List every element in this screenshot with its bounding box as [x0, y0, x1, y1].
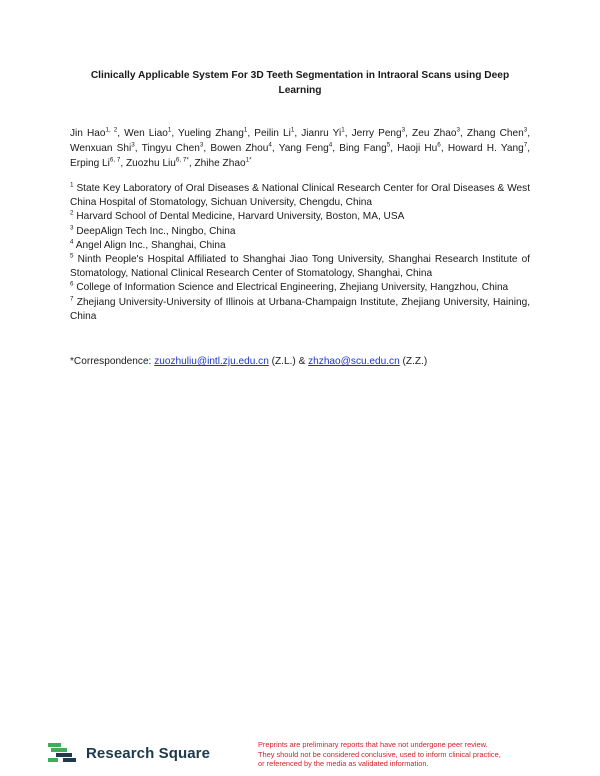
author-affiliation-mark: 3: [523, 126, 528, 134]
correspondence-label: *Correspondence:: [70, 356, 152, 367]
author-affiliation-mark: 7: [523, 141, 528, 149]
author-name: Peilin Li: [254, 128, 291, 139]
affiliation: [70, 182, 530, 210]
author-affiliation-mark: 6, 7: [109, 156, 121, 164]
author-name: Zhihe Zhao: [194, 158, 246, 169]
author-affiliation-mark: 6, 7*: [175, 156, 189, 164]
author-affiliation-mark: 3: [456, 126, 461, 134]
author-name: Haoji Hu: [397, 143, 438, 154]
correspondence: [70, 355, 540, 369]
author: [397, 143, 441, 154]
affiliation-text: State Key Laboratory of Oral Diseases & National Clinical Research Center for Oral Diseases & West China Hospital of Stomatology, Sichuan University, Chengdu, China: [70, 183, 531, 209]
affiliation-mark: 7: [70, 295, 74, 303]
author-affiliation-mark: 1, 2: [105, 126, 118, 134]
author-name: Jin Hao: [70, 128, 106, 139]
affiliation-text: Harvard School of Dental Medicine, Harvard University, Boston, MA, USA: [76, 211, 405, 223]
author: [301, 128, 344, 139]
disclaimer-line: Preprints are preliminary reports that have not undergone peer review.: [258, 740, 488, 749]
author-name: Zeu Zhao: [412, 128, 457, 139]
author: [339, 143, 390, 154]
affiliation-text: DeepAlign Tech Inc., Ningbo, China: [76, 225, 236, 237]
research-square-logo-icon: [48, 742, 78, 764]
author: [412, 128, 460, 139]
author-affiliation-mark: 4: [328, 141, 333, 149]
author-name: Jianru Yi: [301, 128, 342, 139]
author-name: Bing Fang: [339, 143, 387, 154]
affiliation-mark: 1: [70, 181, 74, 189]
disclaimer-line: or referenced by the media as validated information.: [258, 759, 429, 769]
author-name: Wenxuan Shi: [70, 143, 132, 154]
author-name: Tingyu Chen: [141, 143, 200, 154]
author: [210, 143, 272, 154]
affiliation: [70, 225, 530, 239]
correspondence-ampersand: &: [298, 356, 306, 367]
disclaimer-line: They should not be considered conclusive, used to inform clinical practice,: [258, 749, 501, 759]
author-affiliation-mark: 3: [401, 126, 406, 134]
research-square-logo: [48, 740, 210, 766]
author: [448, 143, 527, 154]
author: [178, 128, 247, 139]
author: [142, 143, 204, 154]
author: [467, 128, 527, 139]
author-affiliation-mark: 6: [437, 141, 441, 149]
affiliation: [70, 253, 530, 281]
affiliation-text: Zhejiang University-University of Illinois at Urbana-Champaign Institute, Zhejiang University, Haining, China: [70, 296, 530, 322]
author-affiliation-mark: 1*: [245, 156, 252, 164]
affiliation-mark: 4: [70, 238, 74, 246]
affiliation: [70, 239, 530, 253]
affiliation: [70, 210, 530, 224]
correspondence-initials-liu: (Z.L.): [271, 356, 296, 367]
author-name: Yang Feng: [278, 143, 329, 154]
author-affiliation-mark: 3: [131, 141, 135, 149]
email-link-zhao[interactable]: zhzhao@scu.edu.cn: [308, 356, 400, 367]
paper-title: Clinically Applicable System For 3D Teeth Segmentation in Intraoral Scans using Deep Learning: [90, 70, 510, 96]
author: [352, 128, 406, 139]
author: [126, 158, 189, 169]
affiliation: [70, 281, 530, 295]
brand-name: Research Square: [86, 744, 211, 762]
author-affiliation-mark: 1: [341, 126, 345, 134]
author: [279, 143, 333, 154]
affiliation: [70, 296, 530, 324]
author-name: Howard H. Yang: [447, 143, 524, 154]
author: [254, 128, 294, 139]
author: [124, 128, 171, 139]
affiliation-list: [70, 182, 530, 324]
affiliation-text: Ninth People's Hospital Affiliated to Shanghai Jiao Tong University, Shanghai Research Institute of Stomatology, National Clinical Research Center of Stomatology, Shanghai, China: [70, 254, 530, 280]
author: [70, 128, 117, 139]
author-affiliation-mark: 5: [386, 141, 391, 149]
author-affiliation-mark: 1: [167, 126, 172, 134]
affiliation-mark: 5: [70, 252, 74, 260]
affiliation-text: Angel Align Inc., Shanghai, China: [75, 239, 226, 251]
author: [70, 158, 120, 169]
author-affiliation-mark: 1: [290, 126, 295, 134]
author-name: Wen Liao: [124, 128, 168, 139]
preprint-disclaimer: [258, 740, 558, 769]
author-list: Jin Hao$^{1, 2}$, Wen Liao$^1$, Yueling Zhang$^1$, Peilin Li$^1$, Jianru Yi$^1$, Jerry Peng$^3$, Zeu Zhao$^3$, Zhang Chen$^3$, Wenxuan Shi$^3$, Tingyu Chen$^3$, Bowen Zhou$^4$, Yang Feng$^4$, Bing Fang$^5$, Haoji Hu$^6$, Howard H. Yang$^7$, Erping Li$^{6, 7}$, Zuozhu Liu$^{6, 7*}$, Zhihe Zhao$^{1*}$: [70, 126, 531, 169]
affiliation-mark: 2: [70, 210, 74, 218]
author-affiliation-mark: 1: [243, 126, 248, 134]
email-link-liu[interactable]: zuozhuliu@intl.zju.edu.cn: [154, 356, 269, 367]
author: [195, 158, 252, 169]
author-name: Zuozhu Liu: [125, 158, 176, 169]
affiliation-mark: 3: [70, 224, 74, 232]
author-name: Yueling Zhang: [178, 128, 244, 139]
author-name: Bowen Zhou: [210, 143, 269, 154]
affiliation-mark: 6: [70, 281, 74, 289]
author-name: Jerry Peng: [351, 128, 402, 139]
author-name: Erping Li: [70, 158, 110, 169]
author-name: Zhang Chen: [466, 128, 524, 139]
author: [70, 143, 135, 154]
affiliation-text: College of Information Science and Electrical Engineering, Zhejiang University, Hangzhou, China: [76, 282, 509, 294]
author-affiliation-mark: 4: [268, 141, 272, 149]
author-affiliation-mark: 3: [199, 141, 204, 149]
correspondence-initials-zhao: (Z.Z.): [402, 356, 428, 367]
